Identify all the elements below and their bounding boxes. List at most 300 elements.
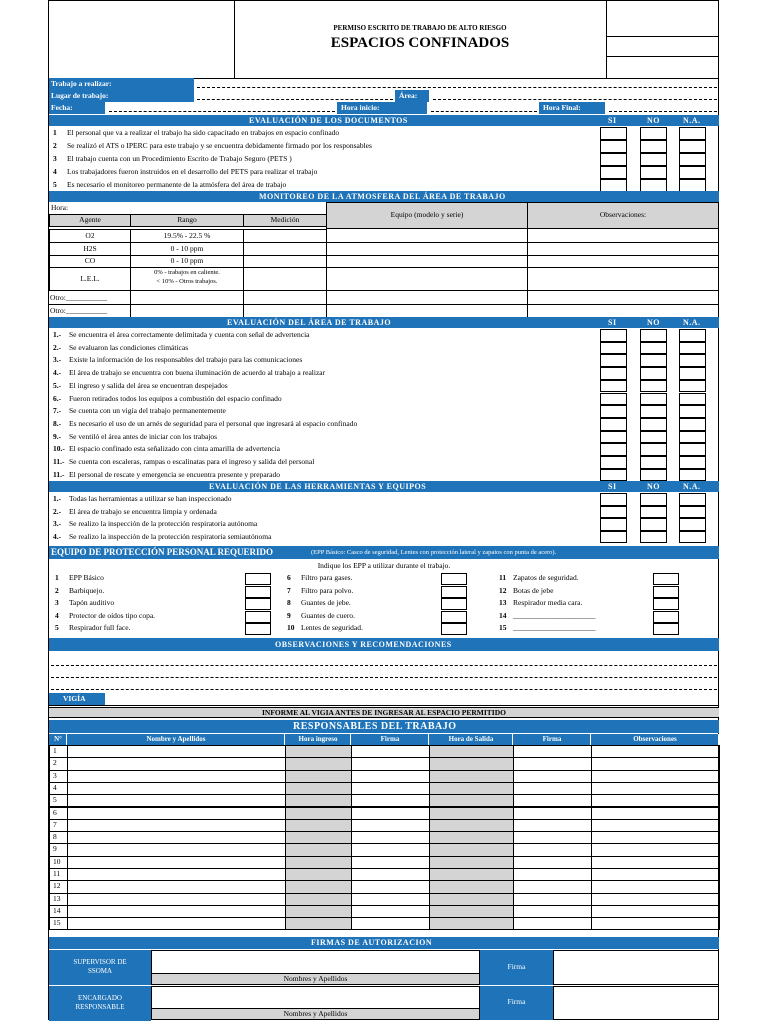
epp-label: ______________________ — [513, 610, 596, 620]
resp-cell[interactable] — [67, 893, 286, 906]
area-item-text: El personal de rescate y emergencia se encuentra presente y preparado — [69, 469, 281, 479]
herr-item-si-checkbox[interactable] — [600, 493, 627, 506]
agente-cell: CO — [84, 256, 96, 265]
medicion-field[interactable] — [243, 267, 327, 291]
resp-cell[interactable] — [67, 757, 286, 770]
rango-cell: 19.5% - 22.5 % — [163, 230, 211, 240]
resp-cell[interactable] — [351, 770, 430, 783]
herr-item-num: 1.- — [53, 494, 62, 503]
epp-num: 7 — [287, 585, 291, 595]
herr-item-text: Se realizo la inspección de la protección respiratoria autónoma — [69, 519, 258, 529]
area-item-no-checkbox[interactable] — [640, 342, 667, 355]
epp-checkbox[interactable] — [441, 598, 467, 610]
herr-item-no-checkbox[interactable] — [640, 506, 667, 519]
herr-item-na-checkbox[interactable] — [679, 493, 706, 506]
resp-cell[interactable] — [429, 807, 514, 820]
agente-cell: O2 — [85, 230, 95, 240]
resp-cell[interactable] — [67, 807, 286, 820]
resp-cell[interactable] — [285, 917, 352, 930]
resp-cell[interactable] — [513, 794, 592, 807]
resp-cell[interactable] — [351, 819, 430, 832]
supervisor-label-1: SUPERVISOR DE — [73, 958, 127, 966]
epp-num: 5 — [55, 623, 59, 632]
agente-cell: H2S — [83, 243, 97, 253]
resp-row-num: 15 — [53, 918, 61, 928]
resp-cell[interactable] — [591, 843, 720, 856]
area-item-si-checkbox[interactable] — [600, 443, 627, 456]
resp-cell[interactable] — [351, 831, 430, 844]
epp-label: Lentes de seguridad. — [301, 623, 363, 632]
resp-cell[interactable] — [429, 880, 514, 893]
area-item-na-checkbox[interactable] — [679, 405, 706, 418]
herr-item-no-checkbox[interactable] — [640, 531, 667, 544]
resp-cell[interactable] — [285, 807, 352, 820]
resp-cell[interactable] — [285, 868, 352, 881]
resp-cell[interactable] — [591, 856, 720, 869]
area-item-no-checkbox[interactable] — [640, 431, 667, 444]
resp-cell[interactable] — [351, 917, 430, 930]
resp-cell[interactable] — [591, 880, 720, 893]
area-item-si-checkbox[interactable] — [600, 405, 627, 418]
doc-item-text: El trabajo cuenta con un Procedimiento Escrito de Trabajo Seguro (PETS ) — [67, 154, 292, 163]
rango-cell: 0 - 10 ppm — [170, 243, 204, 253]
hora-label: Hora: — [51, 203, 69, 212]
doc-item-no-checkbox[interactable] — [640, 166, 667, 179]
resp-cell[interactable] — [351, 905, 430, 918]
resp-row-num: 5 — [53, 795, 57, 805]
resp-col-header: Hora de Salida — [448, 735, 494, 743]
medicion-field[interactable] — [243, 229, 327, 243]
encargado-nombres: Nombres y Apellidos — [283, 1009, 348, 1018]
doc-item-num: 4 — [53, 167, 57, 176]
resp-cell[interactable] — [351, 893, 430, 906]
area-item-no-checkbox[interactable] — [640, 380, 667, 393]
epp-checkbox[interactable] — [653, 611, 679, 623]
area-item-no-checkbox[interactable] — [640, 418, 667, 431]
medicion-field[interactable] — [243, 242, 327, 256]
resp-cell[interactable] — [513, 770, 592, 783]
resp-cell[interactable] — [429, 782, 514, 795]
epp-checkbox[interactable] — [441, 611, 467, 623]
area-item-text: Se evaluaron las condiciones climáticas — [69, 342, 189, 352]
resp-row-num: 3 — [53, 770, 57, 780]
area-item-num: 10.- — [53, 444, 65, 454]
epp-label: Guantes de jebe. — [301, 598, 351, 607]
area-item-na-checkbox[interactable] — [679, 342, 706, 355]
resp-cell[interactable] — [429, 893, 514, 906]
resp-cell[interactable] — [591, 745, 720, 758]
epp-num: 3 — [55, 598, 59, 607]
area-item-text: El área de trabajo se encuentra con buena iluminación de acuerdo al trabajo a realizar — [69, 368, 326, 378]
trabajo-field[interactable] — [197, 87, 717, 88]
epp-num: 6 — [287, 573, 291, 582]
resp-cell[interactable] — [429, 917, 514, 930]
resp-cell[interactable] — [429, 794, 514, 807]
resp-row-num: 9 — [53, 844, 57, 854]
area-item-num: 7.- — [53, 406, 62, 416]
herr-item-si-checkbox[interactable] — [600, 518, 627, 531]
resp-row-num: 8 — [53, 832, 57, 842]
resp-cell[interactable] — [285, 831, 352, 844]
herr-item-text: Todas las herramientas a utilizar se han inspeccionado — [69, 494, 232, 503]
supervisor-label-2: SSOMA — [87, 967, 113, 975]
area-item-num: 1.- — [53, 330, 62, 339]
resp-cell[interactable] — [429, 757, 514, 770]
permit-form — [48, 0, 719, 1020]
obs-line-3[interactable] — [51, 689, 717, 690]
resp-cell[interactable] — [429, 770, 514, 783]
doc-item-no-checkbox[interactable] — [640, 127, 667, 140]
supervisor-nombres: Nombres y Apellidos — [283, 974, 348, 983]
area-item-si-checkbox[interactable] — [600, 354, 627, 367]
resp-row-num: 13 — [53, 893, 61, 903]
resp-cell[interactable] — [67, 917, 286, 930]
area-item-text: Es necesario el uso de un arnés de seguridad para el personal que ingresará al espacio confinado — [69, 418, 358, 428]
area-item-no-checkbox[interactable] — [640, 405, 667, 418]
area-item-no-checkbox[interactable] — [640, 354, 667, 367]
resp-cell[interactable] — [351, 856, 430, 869]
observaciones-header: Observaciones: — [599, 210, 647, 219]
resp-row-num: 10 — [53, 856, 61, 866]
doc-item-no-checkbox[interactable] — [640, 140, 667, 153]
herr-item-na-checkbox[interactable] — [679, 531, 706, 544]
epp-checkbox[interactable] — [653, 598, 679, 610]
resp-cell[interactable] — [285, 893, 352, 906]
epp-section-header: EQUIPO DE PROTECCIÓN PERSONAL REQUERIDO (EPP Básico: Casco de seguridad, Lentes con protección lateral y zapatos con punta de acero). — [49, 546, 719, 559]
area-item-num: 5.- — [53, 380, 62, 390]
resp-col-header: Hora ingreso — [298, 735, 338, 743]
agente-header: Agente — [79, 215, 101, 224]
resp-cell[interactable] — [67, 868, 286, 881]
encargado-name-field[interactable] — [151, 986, 480, 1009]
area-item-na-checkbox[interactable] — [679, 431, 706, 444]
herr-item-num: 3.- — [53, 519, 62, 529]
epp-num: 4 — [55, 610, 59, 620]
obs-line-1[interactable] — [51, 665, 717, 666]
resp-cell[interactable] — [513, 831, 592, 844]
area-item-no-checkbox[interactable] — [640, 367, 667, 380]
area-item-no-checkbox[interactable] — [640, 443, 667, 456]
hora-inicio-label: Hora inicio: — [341, 103, 380, 112]
doc-item-num: 5 — [53, 180, 57, 189]
resp-cell[interactable] — [429, 745, 514, 758]
area-item-na-checkbox[interactable] — [679, 443, 706, 456]
resp-cell[interactable] — [513, 868, 592, 881]
resp-cell[interactable] — [591, 757, 720, 770]
herr-item-num: 4.- — [53, 531, 62, 541]
resp-cell[interactable] — [513, 782, 592, 795]
herramientas-section-header: EVALUACIÓN DE LAS HERRAMIENTAS Y EQUIPOS SI NO N.A. — [49, 481, 719, 492]
hora-final-field[interactable] — [609, 111, 717, 112]
fecha-field[interactable] — [109, 111, 335, 112]
resp-cell[interactable] — [351, 782, 430, 795]
area-item-si-checkbox[interactable] — [600, 431, 627, 444]
doc-item-text: El personal que va a realizar el trabajo ha sido capacitado en trabajos en espacio confinado — [67, 128, 340, 137]
resp-cell[interactable] — [285, 757, 352, 770]
resp-cell[interactable] — [285, 770, 352, 783]
epp-label: Respirador media cara. — [513, 598, 583, 607]
herr-item-num: 2.- — [53, 506, 62, 516]
resp-cell[interactable] — [285, 880, 352, 893]
resp-row-num: 7 — [53, 819, 57, 829]
area-item-na-checkbox[interactable] — [679, 354, 706, 367]
epp-checkbox[interactable] — [441, 573, 467, 585]
resp-row-num: 11 — [53, 869, 61, 878]
epp-label: Guantes de cuero. — [301, 610, 355, 620]
area-item-si-checkbox[interactable] — [600, 456, 627, 469]
resp-cell[interactable] — [591, 807, 720, 820]
epp-label: EPP Básico — [69, 573, 104, 582]
epp-checkbox[interactable] — [245, 598, 271, 610]
area-item-text: Fueron retirados todos los equipos a combustión del espacio confinado — [69, 393, 282, 403]
resp-cell[interactable] — [67, 831, 286, 844]
area-item-na-checkbox[interactable] — [679, 456, 706, 469]
resp-cell[interactable] — [513, 757, 592, 770]
epp-num: 12 — [499, 585, 507, 595]
doc-item-na-checkbox[interactable] — [679, 127, 706, 140]
doc-item-na-checkbox[interactable] — [679, 140, 706, 153]
resp-cell[interactable] — [591, 819, 720, 832]
resp-row-num: 4 — [53, 782, 57, 792]
lugar-field[interactable] — [197, 99, 393, 100]
resp-cell[interactable] — [67, 819, 286, 832]
herr-item-na-checkbox[interactable] — [679, 506, 706, 519]
area-item-si-checkbox[interactable] — [600, 469, 627, 482]
doc-item-si-checkbox[interactable] — [600, 166, 627, 179]
area-item-text: El ingreso y salida del área se encuentran despejados — [69, 380, 228, 390]
epp-checkbox[interactable] — [441, 586, 467, 598]
epp-num: 8 — [287, 598, 291, 607]
epp-label: Filtro para gases. — [301, 573, 353, 582]
resp-cell[interactable] — [351, 868, 430, 881]
resp-col-header: Firma — [380, 735, 400, 743]
area-item-num: 9.- — [53, 431, 62, 441]
epp-label: Tapón auditivo — [69, 598, 115, 607]
area-item-si-checkbox[interactable] — [600, 342, 627, 355]
area-item-si-checkbox[interactable] — [600, 418, 627, 431]
resp-cell[interactable] — [67, 856, 286, 869]
encargado-label-2: RESPONSABLE — [75, 1003, 125, 1011]
epp-label: ______________________ — [513, 623, 596, 632]
resp-cell[interactable] — [351, 794, 430, 807]
doc-item-num: 3 — [53, 154, 57, 163]
area-item-na-checkbox[interactable] — [679, 418, 706, 431]
resp-cell[interactable] — [351, 880, 430, 893]
resp-row-num: 14 — [53, 905, 61, 915]
doc-item-no-checkbox[interactable] — [640, 153, 667, 166]
docs-section-header: EVALUACIÓN DE LOS DOCUMENTOS SI NO N.A. — [49, 115, 719, 126]
epp-label: Barbiquejo. — [69, 585, 105, 595]
epp-checkbox[interactable] — [653, 573, 679, 585]
resp-cell[interactable] — [591, 868, 720, 881]
medicion-header: Medición — [270, 215, 300, 224]
doc-item-text: Es necesario el monitoreo permanente de la atmósfera del área de trabajo — [67, 180, 287, 189]
resp-cell[interactable] — [513, 917, 592, 930]
area-item-no-checkbox[interactable] — [640, 393, 667, 406]
resp-cell[interactable] — [285, 905, 352, 918]
resp-cell[interactable] — [67, 782, 286, 795]
resp-cell[interactable] — [513, 893, 592, 906]
resp-cell[interactable] — [429, 819, 514, 832]
resp-cell[interactable] — [285, 782, 352, 795]
resp-cell[interactable] — [429, 843, 514, 856]
epp-checkbox[interactable] — [245, 623, 271, 635]
resp-cell[interactable] — [429, 868, 514, 881]
area-item-na-checkbox[interactable] — [679, 367, 706, 380]
resp-cell[interactable] — [285, 794, 352, 807]
resp-cell[interactable] — [351, 807, 430, 820]
resp-row-num: 1 — [53, 746, 57, 755]
form-subtitle: PERMISO ESCRITO DE TRABAJO DE ALTO RIESGO — [333, 24, 507, 32]
encargado-firma-field[interactable] — [553, 986, 719, 1020]
herr-item-text: Se realizo la inspección de la protección respiratoria semiautónoma — [69, 531, 272, 541]
area-item-si-checkbox[interactable] — [600, 329, 627, 342]
resp-cell[interactable] — [513, 856, 592, 869]
herr-item-si-checkbox[interactable] — [600, 531, 627, 544]
epp-num: 2 — [55, 585, 59, 595]
doc-item-si-checkbox[interactable] — [600, 140, 627, 153]
epp-checkbox[interactable] — [245, 586, 271, 598]
epp-label: Zapatos de seguridad. — [513, 573, 579, 582]
resp-cell[interactable] — [67, 843, 286, 856]
trabajo-label: Trabajo a realizar: — [51, 79, 112, 88]
otro-2: Otro:___________ — [50, 306, 108, 315]
area-item-text: Existe la información de los responsables del trabajo para las comunicaciones — [69, 355, 303, 365]
area-item-na-checkbox[interactable] — [679, 380, 706, 393]
resp-cell[interactable] — [591, 917, 720, 930]
resp-cell[interactable] — [591, 782, 720, 795]
epp-label: Respirador full face. — [69, 623, 131, 632]
area-item-si-checkbox[interactable] — [600, 367, 627, 380]
resp-row-num: 12 — [53, 881, 61, 891]
area-item-num: 8.- — [53, 418, 62, 428]
supervisor-firma-label: Firma — [507, 962, 526, 971]
area-item-na-checkbox[interactable] — [679, 469, 706, 482]
area-item-num: 11.- — [53, 469, 65, 479]
area-field[interactable] — [433, 99, 717, 100]
resp-cell[interactable] — [513, 843, 592, 856]
epp-num: 9 — [287, 610, 291, 620]
resp-cell[interactable] — [591, 893, 720, 906]
resp-cell[interactable] — [285, 843, 352, 856]
doc-item-num: 2 — [53, 141, 57, 150]
epp-checkbox[interactable] — [245, 611, 271, 623]
area-item-num: 11.- — [53, 457, 65, 466]
resp-cell[interactable] — [513, 905, 592, 918]
area-item-na-checkbox[interactable] — [679, 393, 706, 406]
resp-cell[interactable] — [429, 905, 514, 918]
resp-cell[interactable] — [351, 745, 430, 758]
resp-cell[interactable] — [591, 770, 720, 783]
herr-item-no-checkbox[interactable] — [640, 493, 667, 506]
herr-item-si-checkbox[interactable] — [600, 506, 627, 519]
doc-item-si-checkbox[interactable] — [600, 153, 627, 166]
resp-cell[interactable] — [351, 843, 430, 856]
epp-checkbox[interactable] — [653, 623, 679, 635]
resp-cell[interactable] — [513, 745, 592, 758]
area-item-no-checkbox[interactable] — [640, 469, 667, 482]
supervisor-firma-field[interactable] — [553, 950, 719, 985]
epp-checkbox[interactable] — [245, 573, 271, 585]
resp-col-header: Observaciones — [633, 735, 677, 743]
otro-1: Otro:___________ — [50, 293, 108, 302]
epp-indique: Indique los EPP a utilizar durante el trabajo. — [317, 561, 451, 570]
resp-cell[interactable] — [429, 831, 514, 844]
area-item-text: Se ventiló el área antes de iniciar con los trabajos — [69, 431, 218, 441]
doc-item-na-checkbox[interactable] — [679, 153, 706, 166]
form-title: ESPACIOS CONFINADOS — [330, 35, 510, 51]
area-item-no-checkbox[interactable] — [640, 456, 667, 469]
hora-inicio-field[interactable] — [431, 111, 537, 112]
epp-num: 15 — [499, 623, 507, 632]
epp-num: 10 — [287, 623, 295, 632]
obs-line-2[interactable] — [51, 677, 717, 678]
rango-header: Rango — [177, 215, 197, 224]
herr-item-no-checkbox[interactable] — [640, 518, 667, 531]
area-item-si-checkbox[interactable] — [600, 380, 627, 393]
resp-cell[interactable] — [285, 819, 352, 832]
doc-item-na-checkbox[interactable] — [679, 166, 706, 179]
resp-cell[interactable] — [513, 880, 592, 893]
epp-label: Protector de oídos tipo copa. — [69, 610, 156, 620]
resp-row-num: 2 — [53, 758, 57, 768]
resp-cell[interactable] — [429, 856, 514, 869]
rango-cell: 0 - 10 ppm — [170, 256, 204, 265]
epp-checkbox[interactable] — [441, 623, 467, 635]
epp-num: 14 — [499, 610, 507, 620]
equipo-header: Equipo (modelo y serie) — [390, 210, 464, 219]
epp-num: 1 — [55, 573, 59, 582]
area-item-no-checkbox[interactable] — [640, 329, 667, 342]
area-item-text: Se cuenta con un vigía del trabajo permanentemente — [69, 406, 226, 416]
obs-section-header: OBSERVACIONES Y RECOMENDACIONES — [49, 638, 719, 651]
area-item-na-checkbox[interactable] — [679, 329, 706, 342]
epp-num: 11 — [499, 573, 507, 582]
area-item-si-checkbox[interactable] — [600, 393, 627, 406]
resp-cell[interactable] — [67, 770, 286, 783]
supervisor-name-field[interactable] — [151, 950, 480, 974]
resp-cell[interactable] — [67, 905, 286, 918]
monitoreo-section-header: MONITOREO DE LA ATMOSFERA DEL ÁREA DE TRABAJO — [49, 191, 719, 202]
rango-cell-2: < 10% - Otros trabajos. — [156, 278, 218, 285]
resp-cell[interactable] — [351, 757, 430, 770]
resp-cell[interactable] — [591, 905, 720, 918]
resp-cell[interactable] — [67, 880, 286, 893]
resp-row-num: 6 — [53, 807, 57, 817]
epp-checkbox[interactable] — [653, 586, 679, 598]
hora-final-label: Hora Final: — [543, 103, 581, 112]
firmas-section-header: FIRMAS DE AUTORIZACION — [49, 937, 719, 949]
doc-item-si-checkbox[interactable] — [600, 127, 627, 140]
doc-item-text: Se realizó el ATS o IPERC para este trabajo y se encuentra debidamente firmado por los responsables — [67, 141, 372, 150]
resp-cell[interactable] — [513, 807, 592, 820]
area-section-header: EVALUACIÓN DEL ÁREA DE TRABAJO SI NO N.A. — [49, 317, 719, 328]
herr-item-na-checkbox[interactable] — [679, 518, 706, 531]
resp-col-header: N° — [54, 735, 62, 743]
resp-cell[interactable] — [591, 831, 720, 844]
resp-cell[interactable] — [67, 745, 286, 758]
resp-cell[interactable] — [285, 745, 352, 758]
encargado-label-1: ENCARGADO — [78, 994, 122, 1002]
resp-cell[interactable] — [513, 819, 592, 832]
vigia-label: VIGÍA — [63, 694, 86, 703]
resp-cell[interactable] — [67, 794, 286, 807]
resp-cell[interactable] — [285, 856, 352, 869]
responsables-section-header: RESPONSABLES DEL TRABAJO — [49, 720, 719, 733]
epp-num: 13 — [499, 598, 507, 607]
resp-cell[interactable] — [591, 794, 720, 807]
area-item-text: Se cuenta con escaleras, rampas o escalinatas para el ingreso y salida del personal — [69, 457, 315, 466]
